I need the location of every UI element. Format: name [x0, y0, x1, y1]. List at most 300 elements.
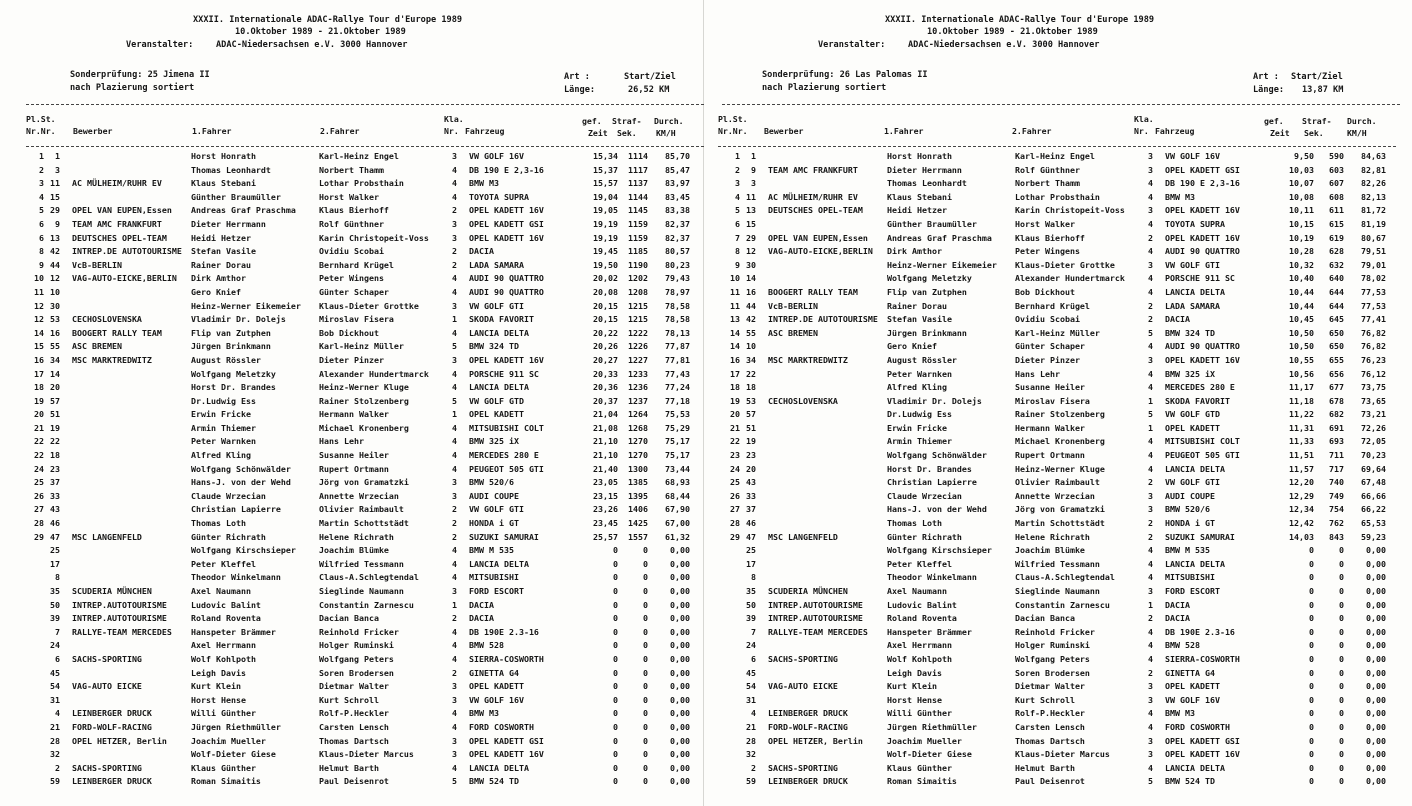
cell-class-number: 4 — [1148, 450, 1153, 461]
cell-class-number: 4 — [452, 545, 457, 556]
cell-start-number: 37 — [50, 477, 60, 488]
cell-penalty-seconds: 0 — [643, 599, 648, 610]
cell-vehicle: AUDI COUPE — [469, 490, 519, 501]
cell-start-number: 54 — [746, 681, 756, 692]
table-row — [6, 190, 706, 204]
cell-vehicle: MITSUBISHI COLT — [1165, 436, 1240, 447]
cell-driver-1: Dr.Ludwig Ess — [191, 395, 256, 406]
cell-penalty-seconds: 0 — [643, 586, 648, 596]
cell-class-number: 2 — [1148, 232, 1153, 243]
cell-start-number: 20 — [746, 463, 756, 474]
cell-vehicle: OPEL KADETT GSI — [469, 218, 544, 229]
table-row — [6, 149, 706, 163]
cell-average-speed: 0,00 — [670, 721, 690, 732]
table-row — [6, 299, 706, 313]
cell-average-speed: 0,00 — [1366, 708, 1386, 719]
cell-average-speed: 77,41 — [1361, 314, 1386, 325]
cell-driver-2: Martin Schottstädt — [1015, 518, 1105, 529]
cell-driver-1: Joachim Mueller — [191, 735, 266, 746]
cell-penalty-seconds: 1264 — [628, 409, 648, 420]
table-row — [702, 190, 1402, 204]
cell-driver-2: Hermann Walker — [1015, 422, 1085, 433]
cell-average-speed: 85,47 — [665, 164, 690, 175]
cell-stage-time: 11,33 — [1289, 436, 1314, 447]
table-row — [6, 462, 706, 476]
cell-stage-time: 0 — [613, 599, 618, 610]
cell-class-number: 1 — [1148, 395, 1153, 406]
cell-penalty-seconds: 677 — [1329, 382, 1344, 393]
table-row — [6, 394, 706, 408]
col-sek: Sek. — [617, 128, 637, 138]
cell-driver-2: Klaus Bierhoff — [319, 205, 389, 216]
col-fahrer1: 1.Fahrer — [192, 126, 232, 136]
cell-vehicle: DACIA — [469, 599, 494, 610]
cell-driver-2: Michael Kronenberg — [319, 422, 409, 433]
cell-place: 25 — [34, 477, 44, 488]
cell-vehicle: BMW M3 — [469, 178, 499, 189]
cell-average-speed: 79,51 — [1361, 246, 1386, 257]
cell-driver-1: Wolf Kohlpoth — [191, 653, 256, 664]
table-row — [6, 557, 706, 571]
organizer-label: Veranstalter: — [126, 40, 194, 50]
cell-penalty-seconds: 0 — [1339, 708, 1344, 719]
cell-vehicle: LANCIA DELTA — [469, 382, 529, 393]
cell-entrant: MSC MARKTREDWITZ — [768, 354, 848, 365]
cell-stage-time: 15,34 — [593, 151, 618, 161]
table-row — [6, 326, 706, 340]
cell-driver-1: Peter Warnken — [191, 436, 256, 447]
cell-penalty-seconds: 1159 — [628, 218, 648, 229]
cell-driver-2: Jörg von Gramatzki — [319, 477, 409, 488]
cell-vehicle: MERCEDES 280 E — [1165, 382, 1235, 393]
cell-driver-2: Rainer Stolzenberg — [1015, 409, 1105, 420]
table-row — [6, 367, 706, 381]
cell-penalty-seconds: 656 — [1329, 368, 1344, 379]
cell-driver-2: Martin Schottstädt — [319, 518, 409, 529]
cell-stage-time: 19,04 — [593, 191, 618, 202]
cell-class-number: 3 — [452, 218, 457, 229]
cell-stage-time: 11,17 — [1289, 382, 1314, 393]
table-row — [702, 489, 1402, 503]
cell-driver-2: Thomas Dartsch — [319, 735, 389, 746]
cell-stage-time: 19,19 — [593, 232, 618, 243]
table-row — [6, 516, 706, 530]
cell-average-speed: 83,97 — [665, 178, 690, 189]
cell-driver-1: Stefan Vasile — [191, 246, 256, 257]
cell-entrant: INTREP.AUTOTOURISME — [72, 599, 167, 610]
cell-stage-time: 23,05 — [593, 477, 618, 488]
cell-average-speed: 0,00 — [670, 708, 690, 719]
cell-driver-1: Stefan Vasile — [887, 314, 952, 325]
cell-average-speed: 78,02 — [1361, 273, 1386, 284]
cell-penalty-seconds: 843 — [1329, 531, 1344, 542]
cell-class-number: 2 — [452, 246, 457, 257]
cell-start-number: 24 — [50, 640, 60, 651]
cell-start-number: 45 — [746, 667, 756, 678]
cell-start-number: 18 — [50, 450, 60, 461]
cell-start-number: 24 — [746, 640, 756, 651]
table-row — [702, 407, 1402, 421]
cell-average-speed: 76,23 — [1361, 354, 1386, 365]
table-row — [6, 203, 706, 217]
cell-start-number: 15 — [50, 191, 60, 202]
cell-driver-2: Reinhold Fricker — [319, 626, 399, 637]
cell-entrant: ASC BREMEN — [72, 341, 122, 352]
cell-start-number: 7 — [55, 626, 60, 637]
cell-class-number: 4 — [1148, 545, 1153, 556]
organizer-value: ADAC-Niedersachsen e.V. 3000 Hannover — [216, 40, 408, 50]
cell-penalty-seconds: 0 — [643, 694, 648, 705]
cell-entrant: OPEL VAN EUPEN,Essen — [768, 232, 868, 243]
cell-vehicle: OPEL KADETT — [1165, 422, 1220, 433]
cell-average-speed: 73,44 — [665, 463, 690, 474]
cell-driver-1: Axel Herrmann — [191, 640, 256, 651]
cell-stage-time: 20,33 — [593, 368, 618, 379]
cell-start-number: 31 — [746, 694, 756, 705]
table-row — [6, 502, 706, 516]
cell-average-speed: 0,00 — [1366, 599, 1386, 610]
cell-stage-time: 12,20 — [1289, 477, 1314, 488]
cell-stage-time: 0 — [1309, 708, 1314, 719]
cell-driver-2: Hans Lehr — [319, 436, 364, 447]
cell-start-number: 55 — [50, 341, 60, 352]
cell-driver-2: Olivier Raimbault — [1015, 477, 1100, 488]
cell-penalty-seconds: 1268 — [628, 422, 648, 433]
cell-driver-2: Karin Christopeit-Voss — [1015, 205, 1125, 216]
cell-stage-time: 23,26 — [593, 504, 618, 515]
cell-driver-1: Leigh Davis — [191, 667, 246, 678]
sort-note: nach Plazierung sortiert — [762, 83, 887, 93]
cell-place: 20 — [730, 409, 740, 420]
cell-penalty-seconds: 0 — [1339, 626, 1344, 637]
cell-average-speed: 73,65 — [1361, 395, 1386, 406]
cell-vehicle: DB 190 E 2,3-16 — [1165, 178, 1240, 189]
table-row — [6, 774, 706, 788]
cell-class-number: 3 — [452, 586, 457, 596]
cell-stage-time: 21,08 — [593, 422, 618, 433]
cell-class-number: 3 — [1148, 205, 1153, 216]
cell-class-number: 3 — [1148, 151, 1153, 161]
cell-vehicle: VW GOLF GTI — [469, 300, 524, 311]
cell-average-speed: 81,72 — [1361, 205, 1386, 216]
cell-driver-1: Wolf-Dieter Giese — [191, 749, 276, 760]
col-fahrzeug: Fahrzeug — [1155, 126, 1195, 136]
cell-driver-2: Karl-Heinz Müller — [319, 341, 404, 352]
table-row — [6, 611, 706, 625]
cell-average-speed: 0,00 — [670, 640, 690, 651]
cell-start-number: 17 — [746, 558, 756, 569]
cell-stage-time: 20,22 — [593, 327, 618, 338]
cell-class-number: 1 — [452, 314, 457, 325]
cell-start-number: 22 — [746, 368, 756, 379]
cell-class-number: 4 — [1148, 558, 1153, 569]
cell-stage-time: 15,37 — [593, 164, 618, 175]
cell-driver-2: Rainer Stolzenberg — [319, 395, 409, 406]
cell-driver-1: Erwin Fricke — [887, 422, 947, 433]
cell-place: 24 — [730, 463, 740, 474]
cell-driver-1: Kurt Klein — [887, 681, 937, 692]
table-row — [702, 747, 1402, 761]
cell-driver-2: Dietmar Walter — [1015, 681, 1085, 692]
cell-start-number: 43 — [50, 504, 60, 515]
table-row — [702, 285, 1402, 299]
table-row — [702, 666, 1402, 680]
cell-average-speed: 0,00 — [1366, 762, 1386, 773]
table-row — [702, 149, 1402, 163]
table-row — [702, 706, 1402, 720]
cell-driver-2: Karl-Heinz Engel — [1015, 151, 1095, 161]
cell-class-number: 3 — [452, 490, 457, 501]
cell-driver-2: Sieglinde Naumann — [319, 586, 404, 596]
cell-vehicle: PORSCHE 911 SC — [1165, 273, 1235, 284]
cell-place: 1 — [735, 151, 740, 161]
cell-entrant: AC MÜLHEIM/RUHR EV — [768, 191, 858, 202]
cell-start-number: 34 — [50, 354, 60, 365]
cell-entrant: INTREP.DE AUTOTOURISME — [768, 314, 878, 325]
cell-driver-1: Armin Thiemer — [887, 436, 952, 447]
cell-driver-1: Heinz-Werner Eikemeier — [887, 259, 997, 270]
table-row — [6, 625, 706, 639]
cell-penalty-seconds: 0 — [1339, 681, 1344, 692]
cell-class-number: 4 — [452, 463, 457, 474]
cell-start-number: 31 — [50, 694, 60, 705]
cell-class-number: 4 — [1148, 246, 1153, 257]
cell-driver-2: Rolf-P.Heckler — [1015, 708, 1085, 719]
cell-class-number: 4 — [452, 640, 457, 651]
cell-class-number: 3 — [1148, 354, 1153, 365]
cell-place: 6 — [735, 218, 740, 229]
table-row — [702, 326, 1402, 340]
cell-class-number: 3 — [452, 749, 457, 760]
cell-vehicle: TOYOTA SUPRA — [1165, 218, 1225, 229]
cell-place: 24 — [34, 463, 44, 474]
cell-average-speed: 0,00 — [670, 613, 690, 624]
cell-driver-1: Horst Honrath — [887, 151, 952, 161]
cell-stage-time: 11,51 — [1289, 450, 1314, 461]
cell-driver-2: Alexander Hundertmarck — [1015, 273, 1125, 284]
table-row — [6, 434, 706, 448]
cell-driver-2: Paul Deisenrot — [1015, 776, 1085, 787]
cell-class-number: 5 — [1148, 409, 1153, 420]
cell-class-number: 3 — [452, 151, 457, 161]
cell-entrant: MSC LANGENFELD — [72, 531, 142, 542]
cell-vehicle: VW GOLF 16V — [469, 151, 524, 161]
cell-driver-1: Günter Richrath — [887, 531, 962, 542]
cell-driver-1: Leigh Davis — [887, 667, 942, 678]
event-title: XXXII. Internationale ADAC-Rallye Tour d'Europe 1989 — [193, 15, 463, 25]
cell-start-number: 47 — [746, 531, 756, 542]
table-row — [702, 176, 1402, 190]
cell-start-number: 11 — [50, 178, 60, 189]
cell-driver-2: Helene Richrath — [1015, 531, 1090, 542]
table-row — [6, 570, 706, 584]
cell-driver-2: Jörg von Gramatzki — [1015, 504, 1105, 515]
cell-average-speed: 76,82 — [1361, 341, 1386, 352]
cell-driver-1: Thomas Loth — [191, 518, 246, 529]
cell-average-speed: 76,82 — [1361, 327, 1386, 338]
cell-class-number: 3 — [1148, 259, 1153, 270]
cell-driver-2: Hermann Walker — [319, 409, 389, 420]
cell-class-number: 4 — [1148, 640, 1153, 651]
table-row — [6, 176, 706, 190]
table-row — [702, 761, 1402, 775]
cell-average-speed: 0,00 — [1366, 694, 1386, 705]
cell-vehicle: HONDA i GT — [1165, 518, 1215, 529]
cell-driver-2: Dieter Pinzer — [1015, 354, 1080, 365]
cell-start-number: 3 — [751, 178, 756, 189]
cell-entrant: SACHS-SPORTING — [768, 762, 838, 773]
cell-start-number: 25 — [746, 545, 756, 556]
table-row — [702, 231, 1402, 245]
cell-stage-time: 19,45 — [593, 246, 618, 257]
cell-stage-time: 10,15 — [1289, 218, 1314, 229]
cell-vehicle: BMW M3 — [1165, 191, 1195, 202]
cell-driver-1: Heidi Hetzer — [191, 232, 251, 243]
cell-driver-1: August Rössler — [887, 354, 957, 365]
cell-vehicle: DACIA — [469, 246, 494, 257]
cell-place: 25 — [730, 477, 740, 488]
table-row — [6, 720, 706, 734]
cell-entrant: VAG-AUTO-EICKE,BERLIN — [768, 246, 873, 257]
cell-start-number: 54 — [50, 681, 60, 692]
cell-vehicle: LANCIA DELTA — [469, 558, 529, 569]
cell-entrant: SACHS-SPORTING — [768, 653, 838, 664]
cell-vehicle: OPEL KADETT GSI — [1165, 735, 1240, 746]
cell-average-speed: 75,29 — [665, 422, 690, 433]
event-title: XXXII. Internationale ADAC-Rallye Tour d'Europe 1989 — [885, 15, 1155, 25]
cell-driver-2: Rupert Ortmann — [319, 463, 389, 474]
cell-driver-1: Klaus Stebani — [887, 191, 952, 202]
cell-class-number: 4 — [452, 450, 457, 461]
cell-penalty-seconds: 0 — [643, 572, 648, 583]
cell-penalty-seconds: 717 — [1329, 463, 1344, 474]
cell-stage-time: 11,18 — [1289, 395, 1314, 406]
col-zeit: Zeit — [588, 128, 608, 138]
length-value: 13,87 KM — [1302, 85, 1344, 95]
cell-vehicle: OPEL KADETT 16V — [1165, 749, 1240, 760]
header-rule-top — [26, 104, 704, 105]
cell-penalty-seconds: 0 — [1339, 653, 1344, 664]
table-row — [702, 530, 1402, 544]
cell-entrant: VAG-AUTO EICKE — [768, 681, 838, 692]
cell-stage-time: 19,19 — [593, 218, 618, 229]
cell-class-number: 4 — [1148, 762, 1153, 773]
cell-stage-time: 10,28 — [1289, 246, 1314, 257]
cell-penalty-seconds: 1300 — [628, 463, 648, 474]
cell-driver-2: Annette Wrzecian — [319, 490, 399, 501]
cell-place: 19 — [730, 395, 740, 406]
cell-start-number: 22 — [50, 436, 60, 447]
cell-class-number: 2 — [452, 531, 457, 542]
table-row — [702, 299, 1402, 313]
cell-entrant: INTREP.DE AUTOTOURISME — [72, 246, 182, 257]
cell-penalty-seconds: 0 — [643, 681, 648, 692]
cell-driver-1: Rainer Dorau — [191, 259, 251, 270]
table-row — [702, 380, 1402, 394]
cell-class-number: 4 — [452, 286, 457, 297]
cell-place: 9 — [735, 259, 740, 270]
cell-vehicle: AUDI 90 QUATTRO — [469, 286, 544, 297]
cell-vehicle: VW GOLF GTI — [469, 504, 524, 515]
cell-vehicle: SKODA FAVORIT — [469, 314, 534, 325]
cell-stage-time: 25,57 — [593, 531, 618, 542]
col-fahrer2: 2.Fahrer — [320, 126, 360, 136]
cell-average-speed: 0,00 — [1366, 558, 1386, 569]
cell-stage-time: 11,57 — [1289, 463, 1314, 474]
cell-start-number: 59 — [50, 776, 60, 787]
cell-driver-1: August Rössler — [191, 354, 261, 365]
cell-average-speed: 77,87 — [665, 341, 690, 352]
cell-entrant: LEINBERGER DRUCK — [768, 776, 848, 787]
cell-place: 11 — [730, 286, 740, 297]
cell-vehicle: TOYOTA SUPRA — [469, 191, 529, 202]
cell-vehicle: BMW M3 — [1165, 708, 1195, 719]
cell-stage-time: 9,50 — [1294, 151, 1314, 161]
cell-penalty-seconds: 682 — [1329, 409, 1344, 420]
cell-start-number: 4 — [751, 708, 756, 719]
cell-class-number: 2 — [1148, 613, 1153, 624]
table-row — [6, 598, 706, 612]
cell-class-number: 4 — [1148, 382, 1153, 393]
cell-driver-1: Claude Wrzecian — [887, 490, 962, 501]
cell-start-number: 45 — [50, 667, 60, 678]
cell-class-number: 2 — [452, 613, 457, 624]
cell-start-number: 33 — [746, 490, 756, 501]
cell-average-speed: 59,23 — [1361, 531, 1386, 542]
cell-place: 22 — [730, 436, 740, 447]
cell-start-number: 44 — [746, 300, 756, 311]
art-value: Start/Ziel — [624, 72, 676, 82]
cell-place: 11 — [34, 286, 44, 297]
cell-class-number: 3 — [1148, 164, 1153, 175]
cell-class-number: 4 — [452, 572, 457, 583]
cell-penalty-seconds: 762 — [1329, 518, 1344, 529]
cell-vehicle: DB 190E 2.3-16 — [1165, 626, 1235, 637]
cell-start-number: 30 — [50, 300, 60, 311]
cell-class-number: 4 — [452, 178, 457, 189]
cell-average-speed: 79,43 — [665, 273, 690, 284]
cell-driver-1: Peter Warnken — [887, 368, 952, 379]
cell-stage-time: 0 — [613, 708, 618, 719]
cell-stage-time: 15,57 — [593, 178, 618, 189]
cell-driver-2: Dacian Banca — [1015, 613, 1075, 624]
column-headers — [6, 113, 706, 143]
cell-driver-1: Wolfgang Meletzky — [887, 273, 972, 284]
cell-driver-1: Roland Roventa — [191, 613, 261, 624]
cell-driver-1: Andreas Graf Praschma — [191, 205, 296, 216]
cell-class-number: 1 — [1148, 599, 1153, 610]
cell-average-speed: 0,00 — [670, 681, 690, 692]
cell-place: 5 — [39, 205, 44, 216]
cell-driver-1: Klaus Günther — [191, 762, 256, 773]
cell-stage-time: 10,44 — [1289, 286, 1314, 297]
cell-vehicle: BMW 324 TD — [1165, 327, 1215, 338]
cell-driver-1: Vladimir Dr. Dolejs — [887, 395, 982, 406]
cell-driver-2: Horst Walker — [1015, 218, 1075, 229]
length-value: 26,52 KM — [628, 85, 670, 95]
cell-entrant: OPEL HETZER, Berlin — [72, 735, 167, 746]
cell-class-number: 4 — [452, 368, 457, 379]
table-row — [702, 774, 1402, 788]
col-kla: Kla. — [444, 114, 464, 124]
cell-average-speed: 67,48 — [1361, 477, 1386, 488]
cell-entrant: LEINBERGER DRUCK — [768, 708, 848, 719]
cell-class-number: 2 — [1148, 300, 1153, 311]
cell-driver-2: Lothar Probsthain — [319, 178, 404, 189]
cell-class-number: 4 — [1148, 572, 1153, 583]
cell-class-number: 4 — [1148, 626, 1153, 637]
cell-average-speed: 80,23 — [665, 259, 690, 270]
